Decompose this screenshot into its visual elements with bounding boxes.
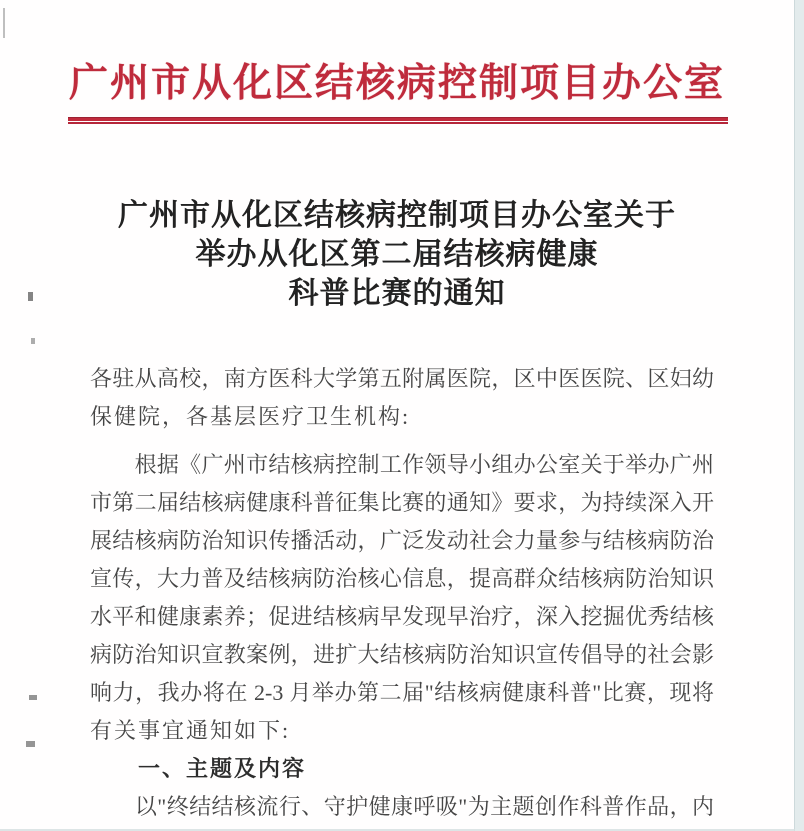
scan-corner-mark	[3, 8, 5, 38]
body-line: 保健院，各基层医疗卫生机构:	[90, 404, 411, 429]
notice-title-line: 科普比赛的通知	[288, 277, 506, 310]
body-line: 展结核病防治知识传播活动，广泛发动社会力量参与结核病防治	[90, 528, 714, 553]
letterhead-title: 广州市从化区结核病控制项目办公室	[68, 62, 725, 105]
scan-speck	[28, 292, 33, 301]
body-line: 有关事宜通知如下:	[90, 718, 291, 743]
letterhead-divider	[68, 117, 728, 124]
scan-speck	[31, 338, 35, 344]
body-line: 各驻从高校，南方医科大学第五附属医院，区中医医院、区妇幼	[90, 366, 714, 391]
body-line: 水平和健康素养；促进结核病早发现早治疗，深入挖掘优秀结核	[90, 604, 714, 629]
scan-speck	[26, 741, 35, 747]
scan-speck	[29, 695, 37, 700]
body-line: 市第二届结核病健康科普征集比赛的通知》要求，为持续深入开	[90, 490, 714, 515]
body-line: 病防治知识宣教案例，进扩大结核病防治知识宣传倡导的社会影	[90, 642, 714, 667]
notice-title-line: 广州市从化区结核病控制项目办公室关于	[118, 199, 676, 232]
notice-title	[0, 196, 794, 313]
body-line: 宣传，大力普及结核病防治核心信息，提高群众结核病防治知识	[90, 566, 714, 591]
body-line: 根据《广州市结核病控制工作领导小组办公室关于举办广州	[90, 452, 714, 477]
scan-edge-right	[794, 0, 804, 831]
section-heading: 一、主题及内容	[90, 756, 307, 781]
notice-title-line: 举办从化区第二届结核病健康	[195, 238, 599, 271]
body-line: 响力，我办将在 2-3 月举办第二届"结核病健康科普"比赛，现将	[90, 680, 714, 705]
notice-body	[90, 360, 714, 826]
body-line: 以"终结结核流行、守护健康呼吸"为主题创作科普作品，内	[90, 794, 714, 819]
